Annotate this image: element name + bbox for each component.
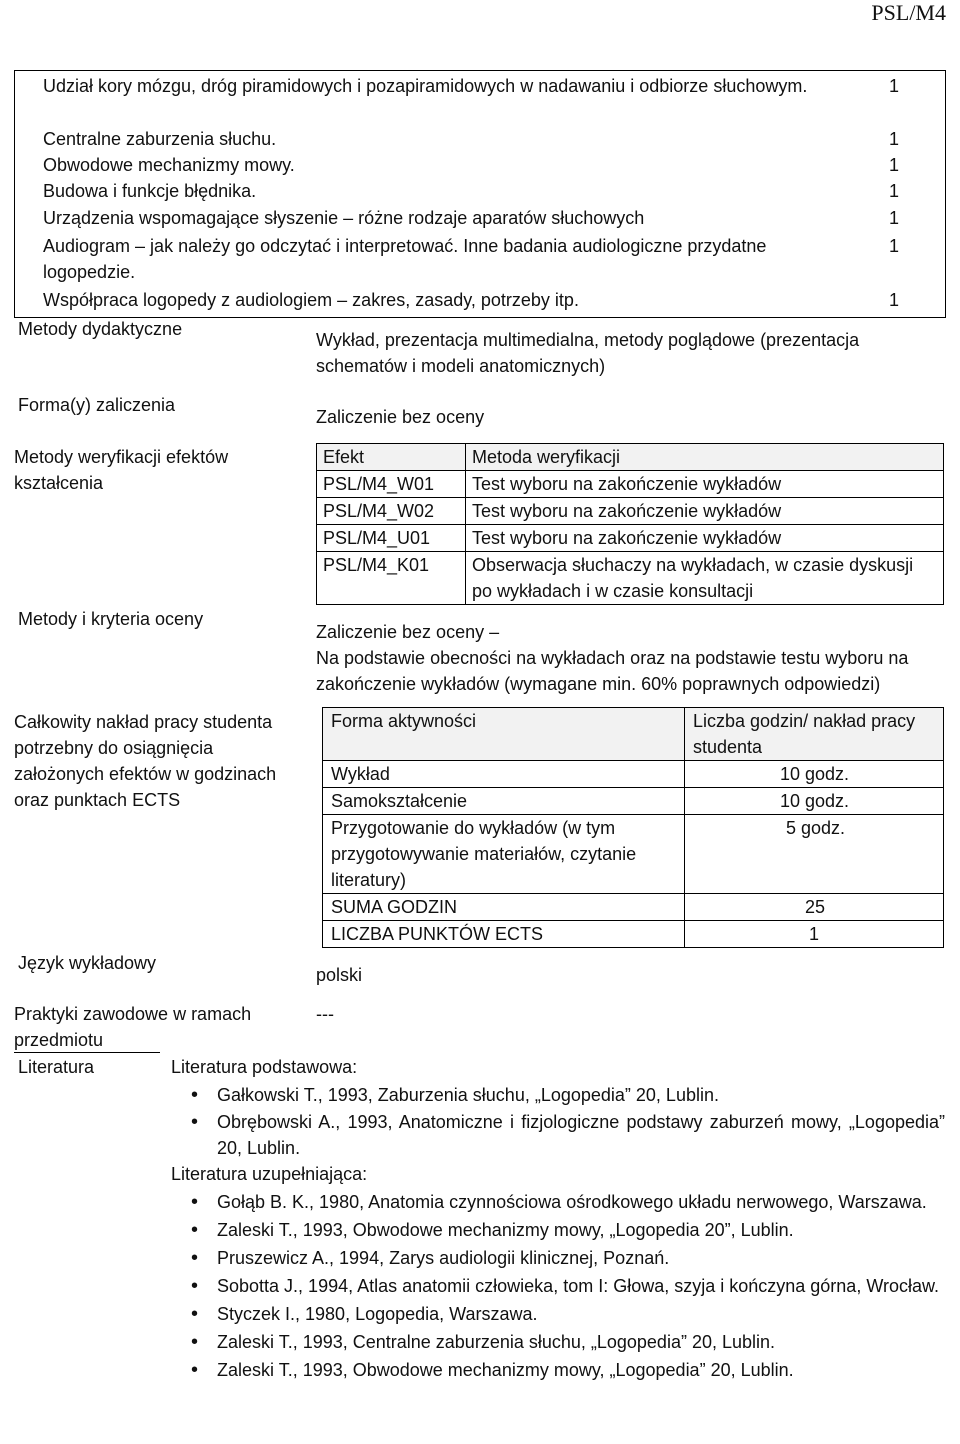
- topic-hours: 1: [888, 236, 899, 256]
- activity-cell: Samokształcenie: [323, 788, 685, 815]
- verification-label: Metody weryfikacji efektów kształcenia: [14, 447, 229, 493]
- table-row: [317, 552, 944, 605]
- col-hours: Liczba godzin/ nakład pracy studenta: [685, 708, 944, 761]
- literature-divider: [14, 1052, 160, 1053]
- language-label: Język wykładowy: [18, 953, 157, 973]
- sum-row: [323, 894, 944, 921]
- list-item: • Gałkowski T., 1993, Zaburzenia słuchu, „Logopedia” 20, Lublin.: [171, 1082, 945, 1108]
- topic-hours: 1: [888, 76, 899, 96]
- verification-header-row: [317, 444, 944, 471]
- list-item: • Styczek I., 1980, Logopedia, Warszawa.: [171, 1301, 945, 1327]
- effect-cell: PSL/M4_W02: [317, 498, 466, 525]
- activity-cell: Przygotowanie do wykładów (w tym przygotowywanie materiałów, czytanie literatury): [323, 815, 685, 894]
- topic-text: Współpraca logopedy z audiologiem – zakres, zasady, potrzeby itp.: [43, 290, 579, 310]
- workload-table: [322, 707, 944, 948]
- criteria-line2: Na podstawie obecności na wykładach oraz na podstawie testu wyboru na zakończenie wykładów (wymagane min. 60% poprawnych odpowiedzi): [316, 648, 909, 694]
- literature-content: [171, 1054, 945, 1383]
- workload-header-row: [323, 708, 944, 761]
- methods-value: Wykład, prezentacja multimedialna, metody poglądowe (prezentacja schematów i modeli anatomicznych): [316, 330, 860, 376]
- assessment-form-label: Forma(y) zaliczenia: [18, 395, 176, 415]
- topic-text: Udział kory mózgu, dróg piramidowych i pozapiramidowych w nadawaniu i odbiorze słuchowym.: [43, 76, 808, 96]
- list-item: • Zaleski T., 1993, Centralne zaburzenia słuchu, „Logopedia” 20, Lublin.: [171, 1329, 945, 1355]
- col-method: Metoda weryfikacji: [466, 444, 944, 471]
- topic-text: Obwodowe mechanizmy mowy.: [43, 155, 295, 175]
- table-row: [323, 761, 944, 788]
- criteria-line1: Zaliczenie bez oceny –: [316, 622, 500, 642]
- method-cell: Obserwacja słuchaczy na wykładach, w czasie dyskusji po wykładach i w czasie konsultacji: [466, 552, 944, 605]
- hours-cell: 10 godz.: [685, 788, 944, 815]
- col-effect: Efekt: [317, 444, 466, 471]
- col-activity: Forma aktywności: [323, 708, 685, 761]
- basic-heading: Literatura podstawowa:: [171, 1057, 358, 1077]
- verification-table: [316, 443, 944, 605]
- list-item: • Pruszewicz A., 1994, Zarys audiologii klinicznej, Poznań.: [171, 1245, 945, 1271]
- sum-label: SUMA GODZIN: [323, 894, 685, 921]
- table-row: [323, 788, 944, 815]
- list-item: • Zaleski T., 1993, Obwodowe mechanizmy mowy, „Logopedia 20”, Lublin.: [171, 1217, 945, 1243]
- assessment-form-value: Zaliczenie bez oceny: [316, 407, 485, 427]
- ects-value: 1: [685, 921, 944, 948]
- effect-cell: PSL/M4_U01: [317, 525, 466, 552]
- hours-cell: 10 godz.: [685, 761, 944, 788]
- effect-cell: PSL/M4_W01: [317, 471, 466, 498]
- table-row: [323, 815, 944, 894]
- topic-hours: 1: [888, 129, 899, 149]
- list-item: • Obrębowski A., 1993, Anatomiczne i fizjologiczne podstawy zaburzeń mowy, „Logopedia” 20, Lublin.: [171, 1109, 945, 1161]
- practice-value: ---: [316, 1004, 334, 1024]
- topic-text: Audiogram – jak należy go odczytać i interpretować. Inne badania audiologiczne przydatne logopedzie.: [43, 236, 767, 282]
- method-cell: Test wyboru na zakończenie wykładów: [466, 471, 944, 498]
- list-item: • Gołąb B. K., 1980, Anatomia czynnościowa ośrodkowego układu nerwowego, Warszawa.: [171, 1189, 945, 1215]
- topics-table: [14, 70, 946, 318]
- list-item: • Zaleski T., 1993, Obwodowe mechanizmy mowy, „Logopedia” 20, Lublin.: [171, 1357, 945, 1383]
- criteria-label: Metody i kryteria oceny: [18, 609, 204, 629]
- topic-hours: 1: [888, 208, 899, 228]
- language-value: polski: [316, 965, 363, 985]
- ects-row: [323, 921, 944, 948]
- ects-label: LICZBA PUNKTÓW ECTS: [323, 921, 685, 948]
- topic-text: Centralne zaburzenia słuchu.: [43, 129, 277, 149]
- practice-label: Praktyki zawodowe w ramach przedmiotu: [14, 1004, 252, 1050]
- basic-list: [171, 1082, 945, 1161]
- activity-cell: Wykład: [323, 761, 685, 788]
- topic-hours: 1: [888, 290, 899, 310]
- table-row: [317, 525, 944, 552]
- method-cell: Test wyboru na zakończenie wykładów: [466, 525, 944, 552]
- page-header: PSL/M4: [871, 0, 946, 25]
- topic-hours: 1: [888, 155, 899, 175]
- methods-label: Metody dydaktyczne: [18, 319, 183, 339]
- table-row: [317, 471, 944, 498]
- extra-list: [171, 1189, 945, 1383]
- topic-text: Urządzenia wspomagające słyszenie – różne rodzaje aparatów słuchowych: [43, 208, 645, 228]
- list-item: • Sobotta J., 1994, Atlas anatomii człowieka, tom I: Głowa, szyja i kończyna górna, Wrocław.: [171, 1273, 945, 1299]
- workload-label: Całkowity nakład pracy studenta potrzebny do osiągnięcia założonych efektów w godzinach oraz punktach ECTS: [14, 712, 277, 810]
- table-row: [317, 498, 944, 525]
- hours-cell: 5 godz.: [685, 815, 944, 894]
- literature-label: Literatura: [18, 1057, 95, 1077]
- topic-text: Budowa i funkcje błędnika.: [43, 181, 257, 201]
- effect-cell: PSL/M4_K01: [317, 552, 466, 605]
- extra-heading: Literatura uzupełniająca:: [171, 1164, 368, 1184]
- sum-value: 25: [685, 894, 944, 921]
- method-cell: Test wyboru na zakończenie wykładów: [466, 498, 944, 525]
- topic-hours: 1: [888, 181, 899, 201]
